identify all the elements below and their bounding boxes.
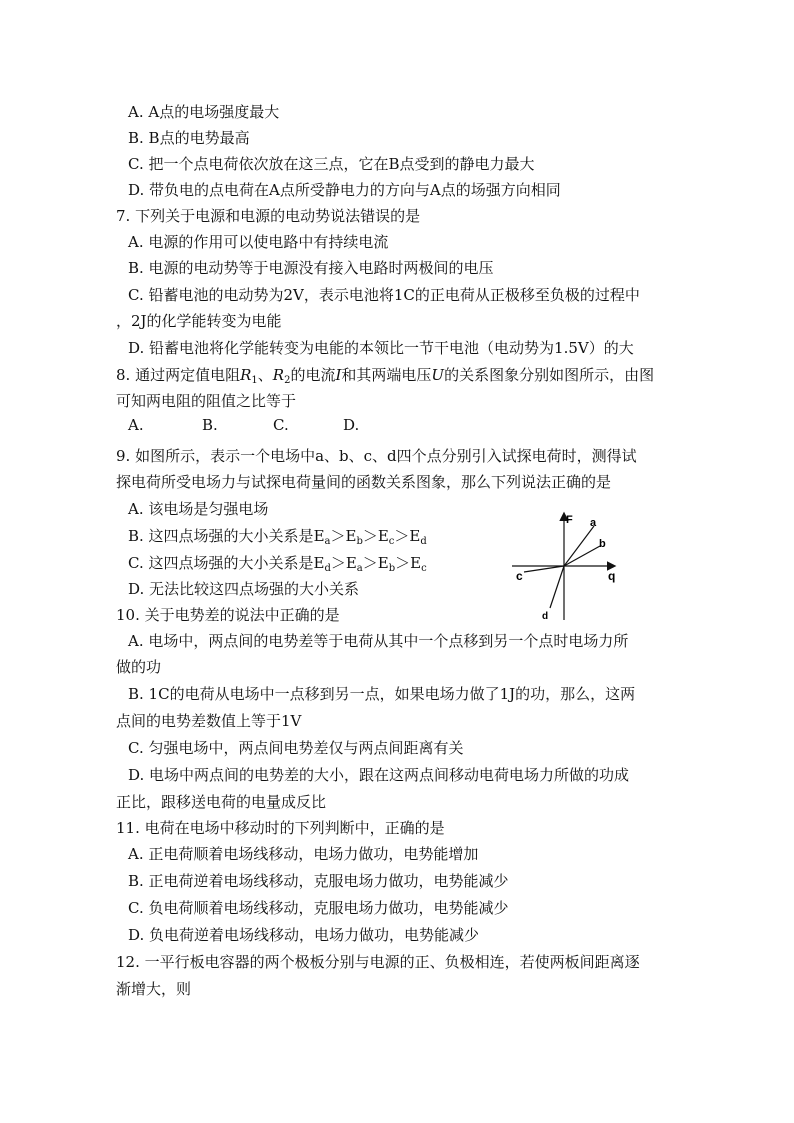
q8-option-d: D. [343, 416, 360, 434]
q11-option-c: C. 负电荷顺着电场线移动，克服电场力做功，电势能减少 [128, 899, 509, 917]
q9-option-b-text: B. 这四点场强的大小关系是 [128, 527, 314, 545]
q10-option-b-continued: 点间的电势差数值上等于1V [116, 712, 302, 730]
q7-option-c-continued: ，2J的化学能转变为电能 [116, 312, 282, 330]
q9-option-b-sub2: b [356, 536, 363, 547]
q9-option-c-e4: ＞E [395, 554, 422, 572]
q9-line-d [550, 566, 564, 608]
q9-line-b [564, 546, 600, 566]
q8-stem-line1 [116, 365, 654, 391]
q11-stem: 11. 电荷在电场中移动时的下列判断中，正确的是 [116, 819, 445, 837]
q9-option-b-e3: ＞E [362, 527, 389, 545]
q6-option-d: D. 带负电的点电荷在A点所受静电力的方向与A点的场强方向相同 [128, 181, 561, 199]
q10-option-b: B. 1C的电荷从电场中一点移到另一点，如果电场力做了1J的功，那么，这两 [128, 685, 636, 703]
q9-option-c-text: C. 这四点场强的大小关系是 [128, 554, 314, 572]
q8-stem-part2: 的电流 [290, 366, 336, 384]
q8-option-a: A. [128, 416, 144, 434]
q9-line-a [564, 526, 594, 566]
q12-stem-line1: 12. 一平行板电容器的两个极板分别与电源的正、负极相连，若使两板间距离逐 [116, 953, 640, 971]
q7-option-c: C. 铅蓄电池的电动势为2V，表示电池将1C的正电荷从正极移至负极的过程中 [128, 286, 640, 304]
q9-option-b-e4: ＞E [394, 527, 421, 545]
q11-option-d: D. 负电荷逆着电场线移动，电场力做功，电势能减少 [128, 926, 480, 944]
q9-x-axis-label: q [608, 569, 616, 583]
q8-stem-part3: 和其两端电压 [341, 366, 432, 384]
q9-option-c-sub2: a [356, 563, 363, 574]
q9-option-b-sub1: a [324, 536, 331, 547]
q12-stem-line2: 渐增大，则 [116, 980, 192, 998]
q9-option-c-sub4: c [421, 563, 427, 574]
q9-option-c-e3: ＞E [362, 554, 389, 572]
q8-voltage-symbol: U [431, 366, 445, 384]
q10-option-d: D. 电场中两点间的电势差的大小，跟在这两点间移动电荷电场力所做的功成 [128, 766, 630, 784]
q8-stem-part1: 8. 通过两定值电阻 [116, 366, 241, 384]
q9-option-c-sub1: d [324, 563, 331, 574]
q9-graph-svg [508, 508, 628, 623]
q9-f-q-graph [508, 508, 628, 623]
q6-option-a: A. A点的电场强度最大 [128, 103, 280, 121]
q9-label-d: d [542, 611, 549, 622]
q9-option-c-e2: ＞E [330, 554, 357, 572]
q10-stem: 10. 关于电势差的说法中正确的是 [116, 606, 340, 624]
q6-option-c: C. 把一个点电荷依次放在这三点，它在B点受到的静电力最大 [128, 155, 535, 173]
q10-option-c: C. 匀强电场中，两点间电势差仅与两点间距离有关 [128, 739, 464, 757]
q8-option-b: B. [202, 416, 218, 434]
q8-stem-part4: 的关系图象分别如图所示，由图 [444, 366, 655, 384]
q6-option-b: B. B点的电势最高 [128, 129, 250, 147]
q9-stem-line1: 9. 如图所示，表示一个电场中a、b、c、d四个点分别引入试探电荷时，测得试 [116, 447, 637, 465]
q9-line-c [524, 566, 564, 572]
q10-option-d-continued: 正比，跟移送电荷的电量成反比 [116, 793, 327, 811]
q9-label-b: b [599, 538, 606, 550]
q9-option-d: D. 无法比较这四点场强的大小关系 [128, 580, 360, 598]
q7-option-a: A. 电源的作用可以使电路中有持续电流 [128, 233, 389, 251]
q9-option-c-sub3: b [388, 563, 396, 574]
q9-option-b-sub3: c [388, 536, 395, 547]
q9-label-c: c [516, 569, 523, 583]
q7-stem: 7. 下列关于电源和电源的电动势说法错误的是 [116, 207, 421, 225]
q8-stem-line2: 可知两电阻的阻值之比等于 [116, 392, 297, 410]
q11-option-a: A. 正电荷顺着电场线移动，电场力做功，电势能增加 [128, 845, 479, 863]
q10-option-a: A. 电场中，两点间的电势差等于电荷从其中一个点移到另一个点时电场力所 [128, 632, 629, 650]
q8-current-symbol: I [335, 366, 342, 384]
q9-option-c [128, 553, 427, 579]
q8-option-c: C. [273, 416, 289, 434]
q8-r1-sub: 1 [251, 375, 258, 386]
q9-option-b-e1: E [313, 527, 325, 545]
q9-option-a: A. 该电场是匀强电场 [128, 500, 269, 518]
q7-option-b: B. 电源的电动势等于电源没有接入电路时两极间的电压 [128, 259, 494, 277]
q8-r1: R [240, 366, 252, 384]
q9-option-b [128, 526, 427, 552]
q8-separator: 、 [257, 366, 273, 384]
q9-option-c-e1: E [313, 554, 325, 572]
q9-option-b-e2: ＞E [330, 527, 357, 545]
q8-r2: R [272, 366, 285, 384]
q9-label-a: a [590, 517, 597, 529]
q11-option-b: B. 正电荷逆着电场线移动，克服电场力做功，电势能减少 [128, 872, 509, 890]
q9-option-b-sub4: d [420, 536, 427, 547]
q7-option-d: D. 铅蓄电池将化学能转变为电能的本领比一节干电池（电动势为1.5V）的大 [128, 339, 634, 357]
q9-stem-line2: 探电荷所受电场力与试探电荷量间的函数关系图象，那么下列说法正确的是 [116, 473, 612, 491]
q9-y-axis-label: F [566, 514, 573, 526]
q10-option-a-continued: 做的功 [116, 658, 162, 676]
q8-r2-sub: 2 [284, 375, 291, 386]
